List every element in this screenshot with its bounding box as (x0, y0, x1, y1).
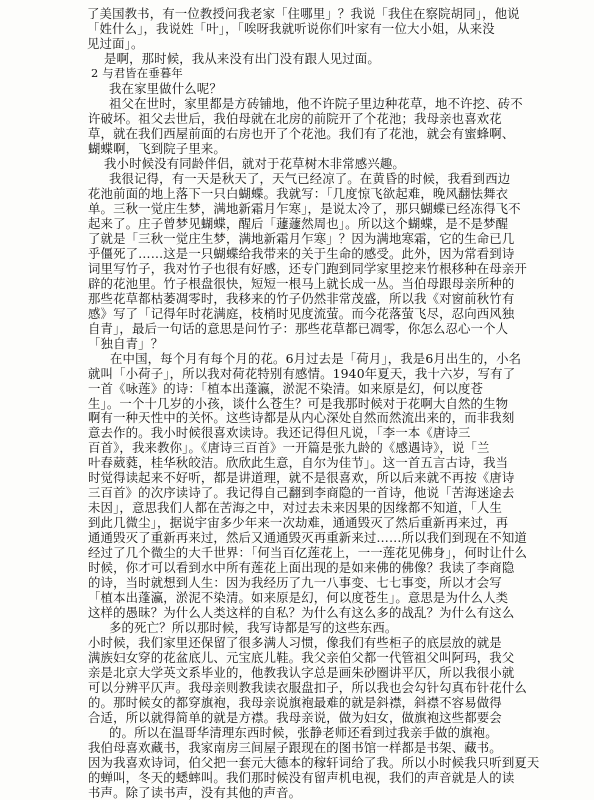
text-line: 亲是北京大学英文系毕业的，他教我认字总是画朱砂圈讲平仄，所以我很小就 (88, 665, 515, 680)
text-line: 那些花草都枯萎凋零时，我移来的竹子仍然非常茂盛，所以我《对窗前秋竹有 (88, 291, 515, 306)
text-line: 一首《咏莲》的诗：「植本出蓬瀛，淤泥不染清。如来原是幻，何以度苍 (88, 381, 484, 396)
text-line: 蝴蝶啊，飞到院子里来。 (88, 141, 226, 156)
text-line: 满族妇女穿的花盆底儿、元宝底儿鞋。我父亲伯父都一代管祖父叫阿玛，我父 (88, 650, 515, 665)
text-line: 祖父在世时，家里都是方砖铺地，他不许院子里边种花草，地不许挖、砖不 (109, 96, 523, 111)
text-line: 「独自青」？ (88, 336, 164, 351)
text-line: 「植本出蓬瀛，淤泥不染清。如来原是幻，何以度苍生」。意思是为什么人类 (88, 590, 509, 605)
text-line: 词里写竹子，我对竹子也很有好感，还专门跑到同学家里挖来竹根移种在母亲开 (88, 261, 527, 276)
text-line: 时候，你才可以看到水中所有莲花上面出现的是如来佛的佛像？我读了李商隐 (88, 560, 515, 575)
section-heading: 2 与君皆在垂暮年 (91, 66, 183, 80)
text-line: 自青」，最后一句话的意思是问竹子：那些花草都已凋零，你怎么忍心一个人 (88, 321, 509, 336)
text-line: 书声。除了读书声，没有其他的声音。 (88, 785, 302, 800)
text-line: 我很记得，有一天是秋天了，天气已经凉了。在黄昏的时候，我看到西边 (109, 171, 511, 186)
text-line: 可以分辨平仄声。我母亲则教我读衣服盘扣子，所以我也会勾针勾真布针花什么 (88, 680, 527, 695)
text-line: 起来了。庄子曾梦见蝴蝶，醒后「蘧蘧然周也」。所以这个蝴蝶，是不是梦醒 (88, 216, 509, 231)
text-line: 是啊，那时候，我从来没有出门没有跟人见过面。 (104, 51, 380, 66)
text-line: 意去作的。我小时候很喜欢读诗。我还记得但凡说，「李一本《唐诗三 (88, 425, 471, 440)
text-line: 花池前面的地上落下一只白蝴蝶。我就写：「几度惊飞欲起难，晚风翻怯舞衣 (88, 186, 509, 201)
text-line: 合适，所以就得简单的就是方襟。我母亲说，做为妇女，做旗袍这些都要会 (88, 710, 502, 725)
text-line: 的蝉叫，冬天的蟋蟀叫。我们那时候没有留声机电视，我们的声音就是人的读 (88, 770, 515, 785)
text-line: 的诗，当时就想到人生：因为我经历了九一八事变、七七事变，所以才会写 (88, 575, 502, 590)
text-line: 的。那时候女的都穿旗袍，我母亲说旗袍最难的就是斜襟，斜襟不容易做得 (88, 695, 502, 710)
text-line: 「姓什么」，我说姓「叶」，「唉呀我就听说你们叶家有一位大小姐，从来没 (87, 21, 495, 36)
text-line: 见过面」。 (87, 36, 144, 51)
text-line: 三百首》的次序读诗了。我记得自己翻到李商隐的一首诗，他说「苦海迷途去 (88, 485, 515, 500)
text-line: 经过了几个微尘的大千世界：「何当百亿莲花上，一一莲花见佛身」，何时让什么 (88, 545, 528, 560)
text-line: 未因」，意思我们人都在苦海之中，对过去未来因果的因缘都不知道，「人生 (88, 500, 502, 515)
text-line: 辟的花池里。竹子根盘很快，短短一根马上就长成一丛。当伯母跟母亲所种的 (88, 276, 515, 291)
text-line: 了美国教书，有一位教授问我老家「住哪里」？我说「我住在察院胡同」，他说 (87, 6, 520, 21)
text-line: 多的死亡？所以那时候，我写诗都是写的这些东西。 (109, 620, 398, 635)
text-line: 的。所以在温哥华清理东西时候，张静老师还看到过我亲手做的旗袍。 (109, 725, 498, 740)
text-line: 叶春葳蕤，桂华秋皎洁。欣欣此生意，自尔为佳节」。这一首五言古诗，我当 (88, 455, 509, 470)
text-line: 感》写了「记得年时花满庭，枝梢时见度流萤。而今花落萤飞尽，忍向西风独 (88, 306, 515, 321)
text-line: 我在家里做什么呢？ (109, 81, 222, 96)
text-line: 单。三秋一觉庄生梦，满地新霜月乍寒」，是说太冷了，那只蝴蝶已经冻得飞不 (88, 201, 521, 216)
text-line: 在中国，每个月有每个月的花。6月过去是「荷月」，我是6月出生的，小名 (110, 351, 522, 366)
text-line: 就叫「小荷子」，所以我对荷花特别有感情。1940年夏天，我十六岁，写有了 (88, 366, 516, 381)
text-line: 小时候，我们家里还保留了很多满人习惯，像我们有些柜子的底层放的就是 (88, 635, 502, 650)
text-line: 这样的愚昧？为什么人类这样的自私？为什么有这么多的战乱？为什么有这么 (88, 605, 515, 620)
text-line: 我伯母喜欢藏书，我家南房三间屋子跟现在的图书馆一样都是书架、藏书。 (88, 740, 502, 755)
text-line: 生」。一个十几岁的小孩，谈什么苍生？可是我那时候对于花啊大自然的生物 (88, 396, 509, 411)
text-line: 百首》，我来教你」。《唐诗三百首》一开篇是张九龄的《感遇诗》，说「兰 (88, 440, 490, 455)
text-line: 因为我喜欢诗词，伯父把一套元大德本的稼轩词给了我。所以小时候我只听到夏天 (88, 755, 540, 770)
text-line: 时觉得读起来不好听，都是讲道理，就不是很喜欢，所以后来就不再按《唐诗 (88, 470, 515, 485)
text-line: 通通毁灭了重新再来过，然后又通通毁灭再重新来过……所以我们到现在不知道 (88, 530, 527, 545)
text-line: 我小时候没有同龄伴侣，就对于花草树木非常感兴趣。 (104, 156, 405, 171)
text-line: 许破坏。祖父去世后，我伯母就在北房的前院开了个花池；我母亲也喜欢花 (88, 111, 502, 126)
text-line: 了就是「三秋一觉庄生梦，满地新霜月乍寒」？因为满地寒霜，它的生命已几 (88, 231, 515, 246)
text-line: 啊有一种天性中的关怀。这些诗都是从内心深处自然而然流出来的，而非我刻 (88, 410, 515, 425)
text-line: 到此几微尘」，据说宇宙多少年来一次劫难，通通毁灭了然后重新再来过，再 (88, 515, 509, 530)
text-line: 草，就在我们西屋前面的右房也开了个花池。我们有了花池，就会有蜜蜂啊、 (88, 126, 515, 141)
text-line: 乎僵死了……这是一只蝴蝶给我带来的关于生命的感受。此外，因为常看到诗 (88, 246, 515, 261)
